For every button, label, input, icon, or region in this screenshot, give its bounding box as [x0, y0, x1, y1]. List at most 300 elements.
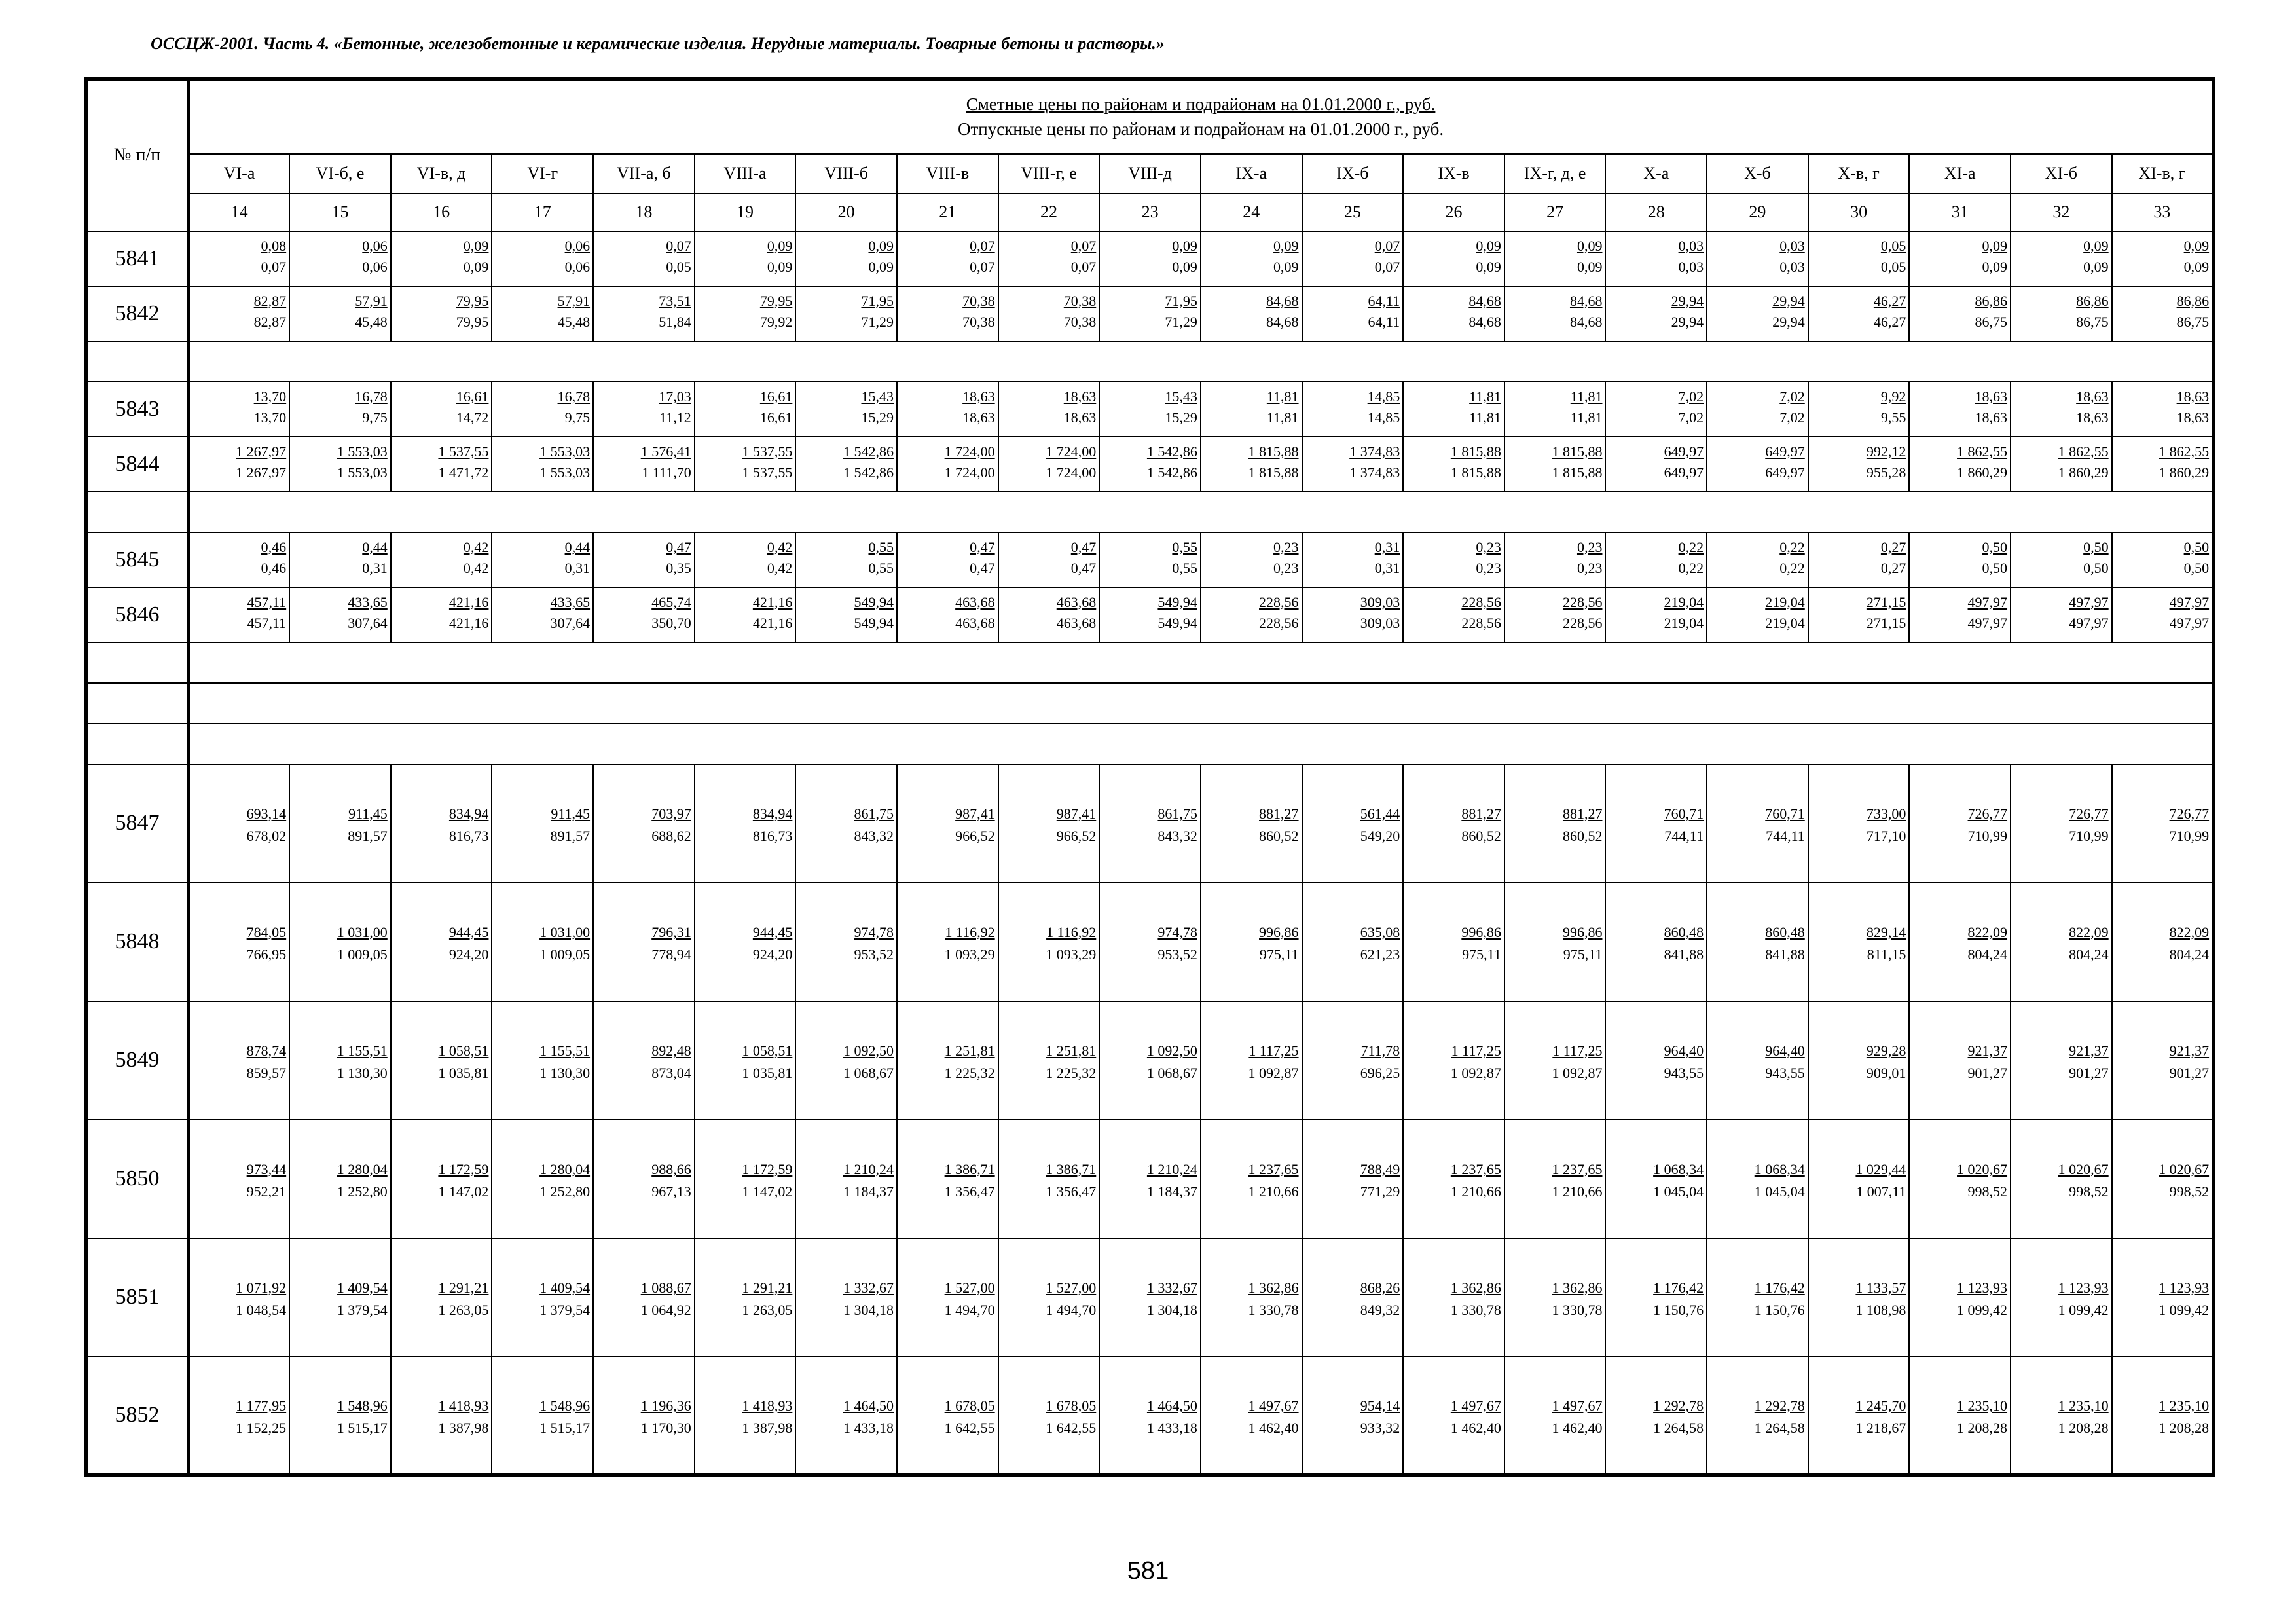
estimated-price: 1 497,67: [1248, 1397, 1299, 1414]
estimated-price: 1 123,93: [1957, 1280, 2008, 1296]
column-number: 14: [189, 193, 290, 231]
price-cell: [1909, 437, 2011, 492]
release-price: 0,22: [1779, 559, 1805, 576]
price-cell: [897, 437, 998, 492]
release-price: 1 252,80: [337, 1183, 388, 1200]
estimated-price: 18,63: [1975, 388, 2008, 405]
estimated-price: 421,16: [752, 593, 793, 610]
estimated-price: 219,04: [1664, 593, 1704, 610]
release-price: 1 815,88: [1450, 464, 1501, 481]
release-price: 9,75: [564, 409, 591, 426]
estimated-price: 463,68: [1056, 593, 1097, 610]
release-price: 717,10: [1866, 828, 1906, 844]
separator-row: [86, 492, 2214, 532]
zone-header: IX-г, д, е: [1504, 154, 1606, 193]
estimated-price: 86,86: [2076, 292, 2109, 309]
estimated-price: 1 117,25: [1248, 1043, 1299, 1059]
release-price: 873,04: [651, 1065, 691, 1081]
release-price: 1 184,37: [843, 1183, 894, 1200]
price-cell: [1504, 382, 1606, 437]
estimated-price: 219,04: [1765, 593, 1805, 610]
release-price: 943,55: [1664, 1065, 1704, 1081]
row-number: 5849: [86, 1001, 189, 1120]
price-cell: [1707, 1001, 1808, 1120]
release-price: 549,94: [1157, 614, 1197, 631]
release-price: 29,94: [1772, 313, 1805, 330]
document-header: ОССЦЖ-2001. Часть 4. «Бетонные, железобетонные и керамические изделия. Нерудные материалы. Товарные бетоны и растворы.»: [151, 34, 1165, 53]
release-price: 891,57: [348, 828, 388, 844]
column-number: 31: [1909, 193, 2011, 231]
price-cell: [593, 1238, 695, 1357]
release-price: 1 462,40: [1248, 1420, 1299, 1437]
estimated-price: 0,08: [261, 237, 287, 254]
estimated-price: 1 177,95: [236, 1397, 287, 1414]
estimated-price: 1 133,57: [1855, 1280, 1906, 1296]
price-cell: [1504, 286, 1606, 341]
release-price: 1 093,29: [1046, 946, 1097, 963]
estimated-price: 465,74: [651, 593, 691, 610]
release-price: 0,09: [463, 258, 489, 275]
price-cell: [1201, 587, 1302, 642]
estimated-price: 0,09: [2183, 237, 2210, 254]
release-price: 1 035,81: [742, 1065, 793, 1081]
price-cell: [2011, 437, 2112, 492]
zone-header: X-в, г: [1808, 154, 1910, 193]
column-number: 18: [593, 193, 695, 231]
release-price: 0,09: [1576, 258, 1603, 275]
release-price: 71,29: [861, 313, 894, 330]
release-price: 0,47: [1070, 559, 1097, 576]
price-cell: [593, 1120, 695, 1238]
release-price: 811,15: [1867, 946, 1906, 963]
price-cell: [1201, 883, 1302, 1001]
table-row: [86, 1357, 2214, 1475]
release-price: 70,38: [1063, 313, 1097, 330]
release-price: 1 330,78: [1552, 1302, 1603, 1318]
estimated-price: 693,14: [246, 805, 287, 822]
estimated-price: 996,86: [1562, 924, 1603, 940]
estimated-price: 649,97: [1765, 443, 1805, 460]
column-number: 33: [2112, 193, 2214, 231]
release-price: 621,23: [1360, 946, 1400, 963]
price-cell: [492, 1120, 593, 1238]
release-price: 0,47: [970, 559, 995, 576]
price-cell: [492, 1238, 593, 1357]
estimated-price: 1 291,21: [742, 1280, 793, 1296]
estimated-price: 549,94: [1157, 593, 1197, 610]
estimated-price: 86,86: [1975, 292, 2008, 309]
release-price: 0,07: [970, 258, 995, 275]
price-cell: [1909, 1120, 2011, 1238]
release-price: 1 815,88: [1248, 464, 1299, 481]
price-cell: [1302, 1357, 1404, 1475]
table-row: [86, 231, 2214, 286]
release-price: 0,05: [1880, 258, 1906, 275]
estimated-price: 996,86: [1259, 924, 1299, 940]
release-price: 11,81: [1469, 409, 1501, 426]
release-price: 0,07: [261, 258, 287, 275]
release-price: 1 267,97: [236, 464, 287, 481]
release-price: 1 379,54: [337, 1302, 388, 1318]
price-cell: [1302, 231, 1404, 286]
price-cell: [897, 1120, 998, 1238]
price-cell: [2112, 764, 2214, 883]
estimated-price: 17,03: [659, 388, 691, 405]
row-number: 5848: [86, 883, 189, 1001]
release-price: 0,09: [1172, 258, 1197, 275]
release-price: 1 210,66: [1450, 1183, 1501, 1200]
price-cell: [695, 1001, 796, 1120]
release-price: 0,42: [767, 559, 793, 576]
separator-num-cell: [86, 492, 189, 532]
release-price: 45,48: [557, 313, 591, 330]
estimated-price: 1 172,59: [742, 1161, 793, 1177]
price-cell: [1707, 231, 1808, 286]
estimated-price: 0,07: [666, 237, 691, 254]
price-cell: [289, 587, 391, 642]
estimated-price: 0,03: [1779, 237, 1805, 254]
release-price: 710,99: [2069, 828, 2109, 844]
price-cell: [492, 1357, 593, 1475]
estimated-price: 0,22: [1779, 538, 1805, 555]
release-price: 744,11: [1766, 828, 1805, 844]
release-price: 953,52: [1157, 946, 1197, 963]
estimated-price: 1 386,71: [1046, 1161, 1097, 1177]
estimated-price: 82,87: [253, 292, 287, 309]
price-cell: [492, 883, 593, 1001]
release-price: 1 093,29: [944, 946, 995, 963]
release-price: 804,24: [2169, 946, 2210, 963]
estimated-price: 1 362,86: [1552, 1280, 1603, 1296]
separator-row: [86, 341, 2214, 382]
price-cell: [492, 231, 593, 286]
estimated-price: 860,48: [1765, 924, 1805, 940]
release-price: 1 218,67: [1855, 1420, 1906, 1437]
estimated-price: 861,75: [854, 805, 894, 822]
release-price: 0,50: [2083, 559, 2109, 576]
estimated-price: 0,06: [362, 237, 388, 254]
separator-cell: [189, 683, 2214, 724]
zone-header: VIII-г, е: [998, 154, 1100, 193]
price-cell: [1099, 1001, 1201, 1120]
estimated-price: 29,94: [1671, 292, 1704, 309]
table-row: [86, 587, 2214, 642]
zone-header: VIII-б: [795, 154, 897, 193]
price-cell: [1201, 1238, 1302, 1357]
price-cell: [1707, 883, 1808, 1001]
price-cell: [998, 1357, 1100, 1475]
release-price: 1 433,18: [843, 1420, 894, 1437]
column-number: 24: [1201, 193, 1302, 231]
release-price: 1 471,72: [438, 464, 489, 481]
price-cell: [1605, 231, 1707, 286]
zone-header: XI-б: [2011, 154, 2112, 193]
release-price: 1 068,67: [843, 1065, 894, 1081]
release-price: 84,68: [1569, 313, 1603, 330]
price-cell: [593, 883, 695, 1001]
release-price: 649,97: [1664, 464, 1704, 481]
price-cell: [1605, 764, 1707, 883]
estimated-price: 1 020,67: [2159, 1161, 2210, 1177]
estimated-price: 1 418,93: [438, 1397, 489, 1414]
release-price: 0,31: [1374, 559, 1400, 576]
price-cell: [1605, 587, 1707, 642]
release-price: 0,03: [1779, 258, 1805, 275]
release-price: 771,29: [1360, 1183, 1400, 1200]
estimated-price: 1 362,86: [1450, 1280, 1501, 1296]
release-price: 943,55: [1765, 1065, 1805, 1081]
estimated-price: 1 815,88: [1450, 443, 1501, 460]
estimated-price: 1 245,70: [1855, 1397, 1906, 1414]
estimated-price: 15,43: [1165, 388, 1197, 405]
estimated-price: 18,63: [962, 388, 995, 405]
estimated-price: 497,97: [1967, 593, 2008, 610]
release-price: 18,63: [2176, 409, 2210, 426]
estimated-price: 1 464,50: [843, 1397, 894, 1414]
estimated-price: 1 332,67: [1146, 1280, 1197, 1296]
estimated-price: 996,86: [1461, 924, 1501, 940]
price-cell: [1707, 532, 1808, 587]
estimated-price: 726,77: [2169, 805, 2210, 822]
price-cell: [189, 764, 290, 883]
estimated-price: 1 537,55: [438, 443, 489, 460]
separator-cell: [189, 341, 2214, 382]
estimated-price: 0,05: [1880, 237, 1906, 254]
release-price: 309,03: [1360, 614, 1400, 631]
price-cell: [593, 231, 695, 286]
price-cell: [998, 587, 1100, 642]
estimated-price: 29,94: [1772, 292, 1805, 309]
price-cell: [1808, 1238, 1910, 1357]
estimated-price: 1 537,55: [742, 443, 793, 460]
release-price: 860,52: [1259, 828, 1299, 844]
release-price: 86,75: [1975, 313, 2008, 330]
price-cell: [189, 382, 290, 437]
release-price: 1 130,30: [337, 1065, 388, 1081]
estimated-price: 1 362,86: [1248, 1280, 1299, 1296]
price-cell: [2011, 764, 2112, 883]
release-price: 1 152,25: [236, 1420, 287, 1437]
release-price: 924,20: [448, 946, 489, 963]
release-price: 1 537,55: [742, 464, 793, 481]
release-price: 1 379,54: [539, 1302, 591, 1318]
release-price: 84,68: [1266, 313, 1299, 330]
price-cell: [2112, 532, 2214, 587]
estimated-price: 822,09: [2069, 924, 2109, 940]
column-number: 26: [1403, 193, 1504, 231]
release-price: 79,95: [456, 313, 489, 330]
release-price: 228,56: [1259, 614, 1299, 631]
price-cell: [1605, 437, 1707, 492]
table-caption: [189, 79, 2214, 154]
price-cell: [1403, 1120, 1504, 1238]
price-cell: [189, 1238, 290, 1357]
estimated-price: 929,28: [1866, 1043, 1906, 1059]
num-column-header: № п/п: [86, 79, 189, 231]
estimated-price: 0,46: [261, 538, 287, 555]
estimated-price: 1 088,67: [640, 1280, 691, 1296]
price-cell: [1707, 286, 1808, 341]
price-cell: [998, 286, 1100, 341]
price-cell: [695, 286, 796, 341]
release-price: 816,73: [752, 828, 793, 844]
column-number: 25: [1302, 193, 1404, 231]
price-cell: [1909, 382, 2011, 437]
price-cell: [1302, 587, 1404, 642]
estimated-price: 11,81: [1266, 388, 1299, 405]
release-price: 0,27: [1880, 559, 1906, 576]
release-price: 1 860,29: [1957, 464, 2008, 481]
price-cell: [593, 532, 695, 587]
price-cell: [2112, 231, 2214, 286]
release-price: 29,94: [1671, 313, 1704, 330]
price-cell: [2112, 1120, 2214, 1238]
price-cell: [593, 382, 695, 437]
column-number: 23: [1099, 193, 1201, 231]
release-price: 18,63: [1063, 409, 1097, 426]
release-price: 1 542,86: [1146, 464, 1197, 481]
price-cell: [2112, 437, 2214, 492]
estimated-price: 7,02: [1779, 388, 1805, 405]
release-price: 13,70: [253, 409, 287, 426]
estimated-price: 1 464,50: [1146, 1397, 1197, 1414]
price-cell: [1504, 587, 1606, 642]
estimated-price: 1 815,88: [1552, 443, 1603, 460]
separator-num-cell: [86, 683, 189, 724]
release-price: 45,48: [355, 313, 388, 330]
estimated-price: 944,45: [752, 924, 793, 940]
price-cell: [1808, 1001, 1910, 1120]
row-number: 5843: [86, 382, 189, 437]
estimated-price: 433,65: [550, 593, 591, 610]
price-cell: [998, 883, 1100, 1001]
price-cell: [1909, 231, 2011, 286]
price-cell: [391, 1357, 492, 1475]
release-price: 975,11: [1462, 946, 1501, 963]
estimated-price: 1 332,67: [843, 1280, 894, 1296]
price-cell: [189, 286, 290, 341]
release-price: 849,32: [1360, 1302, 1400, 1318]
release-price: 1 048,54: [236, 1302, 287, 1318]
price-cell: [391, 1238, 492, 1357]
column-number: 27: [1504, 193, 1606, 231]
estimated-price: 1 235,10: [2159, 1397, 2210, 1414]
estimated-price: 0,31: [1374, 538, 1400, 555]
price-cell: [189, 1001, 290, 1120]
estimated-price: 703,97: [651, 805, 691, 822]
price-cell: [1707, 1357, 1808, 1475]
estimated-price: 0,27: [1880, 538, 1906, 555]
price-cell: [1403, 883, 1504, 1001]
estimated-price: 18,63: [2176, 388, 2210, 405]
price-cell: [2011, 231, 2112, 286]
release-price: 1 045,04: [1754, 1183, 1805, 1200]
release-price: 350,70: [651, 614, 691, 631]
column-number: 22: [998, 193, 1100, 231]
price-cell: [1302, 1120, 1404, 1238]
price-cell: [1201, 1120, 1302, 1238]
row-number: 5845: [86, 532, 189, 587]
price-cell: [289, 883, 391, 1001]
release-price: 0,50: [1982, 559, 2008, 576]
estimated-price: 0,42: [463, 538, 489, 555]
price-table: [84, 77, 2215, 1477]
estimated-price: 1 020,67: [2058, 1161, 2109, 1177]
release-price: 778,94: [651, 946, 691, 963]
release-price: 0,09: [2183, 258, 2210, 275]
row-number: 5851: [86, 1238, 189, 1357]
estimated-price: 974,78: [854, 924, 894, 940]
estimated-price: 1 527,00: [1046, 1280, 1097, 1296]
release-price: 1 860,29: [2159, 464, 2210, 481]
release-price: 1 068,67: [1146, 1065, 1197, 1081]
estimated-price: 0,09: [2083, 237, 2109, 254]
estimated-price: 1 386,71: [944, 1161, 995, 1177]
estimated-price: 1 117,25: [1451, 1043, 1501, 1059]
price-cell: [2112, 286, 2214, 341]
price-cell: [1605, 1120, 1707, 1238]
estimated-price: 0,47: [666, 538, 691, 555]
release-price: 18,63: [962, 409, 995, 426]
price-cell: [1099, 1120, 1201, 1238]
price-cell: [391, 883, 492, 1001]
price-cell: [289, 1238, 391, 1357]
release-price: 843,32: [854, 828, 894, 844]
estimated-price: 954,14: [1360, 1397, 1400, 1414]
estimated-price: 0,47: [970, 538, 995, 555]
release-price: 1 009,05: [539, 946, 591, 963]
release-price: 688,62: [651, 828, 691, 844]
estimated-price: 1 210,24: [843, 1161, 894, 1177]
release-price: 0,55: [1172, 559, 1197, 576]
release-price: 0,09: [2083, 258, 2109, 275]
release-price: 1 210,66: [1552, 1183, 1603, 1200]
estimated-price: 1 542,86: [843, 443, 894, 460]
caption-release-prices: Отпускные цены по районам и подрайонам на 01.01.2000 г., руб.: [957, 119, 1444, 139]
estimated-price: 911,45: [551, 805, 591, 822]
price-cell: [1909, 286, 2011, 341]
release-price: 549,94: [854, 614, 894, 631]
price-cell: [1403, 587, 1504, 642]
price-cell: [2011, 286, 2112, 341]
price-cell: [289, 532, 391, 587]
price-cell: [492, 286, 593, 341]
price-cell: [2011, 1357, 2112, 1475]
zone-header: IX-в: [1403, 154, 1504, 193]
estimated-price: 1 418,93: [742, 1397, 793, 1414]
price-cell: [1605, 532, 1707, 587]
estimated-price: 964,40: [1664, 1043, 1704, 1059]
price-cell: [1302, 1238, 1404, 1357]
estimated-price: 892,48: [651, 1043, 691, 1059]
estimated-price: 18,63: [2076, 388, 2109, 405]
price-cell: [492, 532, 593, 587]
price-cell: [897, 1001, 998, 1120]
estimated-price: 1 237,65: [1552, 1161, 1603, 1177]
estimated-price: 0,06: [564, 237, 591, 254]
price-cell: [695, 1357, 796, 1475]
release-price: 804,24: [2069, 946, 2109, 963]
release-price: 998,52: [2169, 1183, 2210, 1200]
release-price: 843,32: [1157, 828, 1197, 844]
estimated-price: 1 678,05: [1046, 1397, 1097, 1414]
price-cell: [1403, 231, 1504, 286]
price-cell: [593, 764, 695, 883]
price-cell: [2112, 587, 2214, 642]
price-cell: [897, 587, 998, 642]
estimated-price: 878,74: [246, 1043, 287, 1059]
price-cell: [492, 764, 593, 883]
